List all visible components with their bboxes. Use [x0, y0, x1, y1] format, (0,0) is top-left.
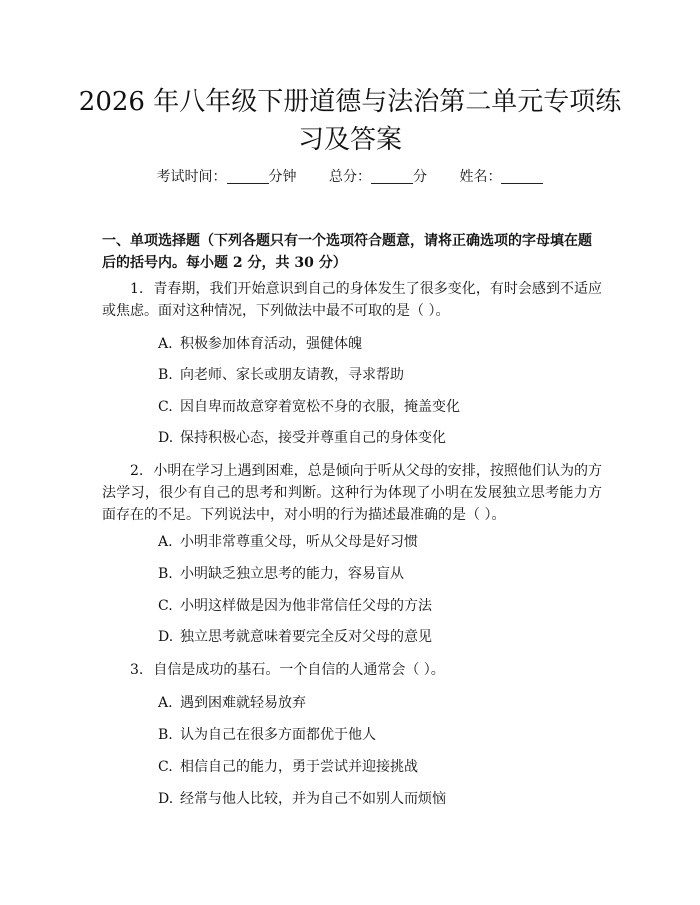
option-2a[interactable]: [158, 532, 598, 552]
question-number: 1.: [130, 281, 144, 297]
time-blank[interactable]: [227, 169, 269, 184]
option-3d[interactable]: [158, 789, 598, 809]
name-blank[interactable]: [501, 169, 543, 184]
option-letter: C.: [158, 759, 173, 775]
question-text: 青春期，我们开始意识到自己的身体发生了很多变化，有时会感到不适应或焦虑。面对这种情况，下列做法中最不可取的是（ ）。: [102, 281, 602, 319]
time-label: 考试时间：: [156, 169, 227, 185]
option-1d[interactable]: [158, 428, 598, 448]
option-letter: D.: [158, 430, 174, 446]
exam-time: [157, 169, 297, 185]
option-letter: B.: [158, 727, 173, 743]
option-letter: B.: [158, 367, 173, 383]
option-3b[interactable]: [158, 725, 598, 745]
option-text: 独立思考就意味着要完全反对父母的意见: [180, 629, 432, 645]
question-number: 3.: [130, 662, 144, 678]
option-text: 小明这样做是因为他非常信任父母的方法: [180, 598, 432, 614]
option-letter: B.: [158, 566, 173, 582]
score-unit: 分: [413, 169, 427, 185]
option-letter: A.: [158, 336, 173, 352]
option-3c[interactable]: [158, 757, 598, 777]
option-letter: A.: [158, 695, 173, 711]
question-text: 小明在学习上遇到困难，总是倾向于听从父母的安排，按照他们认为的方法学习，很少有自己的思考和判断。这种行为体现了小明在发展独立思考能力方面存在的不足。下列说法中，对小明的行为描述最准确的是（ ）。: [102, 463, 602, 523]
option-text: 经常与他人比较，并为自己不如别人而烦恼: [180, 791, 446, 807]
option-text: 保持积极心态，接受并尊重自己的身体变化: [180, 430, 446, 446]
page-title: 2026 年八年级下册道德与法治第二单元专项练习及答案: [78, 87, 622, 155]
option-text: 相信自己的能力，勇于尝试并迎接挑战: [180, 759, 418, 775]
question-2: [102, 460, 602, 526]
name-label: 姓名：: [459, 169, 502, 185]
question-1: [102, 278, 602, 322]
option-text: 积极参加体育活动，强健体魄: [180, 336, 362, 352]
option-text: 小明非常尊重父母，听从父母是好习惯: [180, 534, 418, 550]
option-2b[interactable]: [158, 564, 598, 584]
exam-meta: [0, 167, 700, 187]
option-letter: C.: [158, 399, 173, 415]
option-text: 认为自己在很多方面都优于他人: [180, 727, 376, 743]
exam-name: [459, 169, 543, 185]
option-2d[interactable]: [158, 627, 598, 647]
option-text: 因自卑而故意穿着宽松不身的衣服，掩盖变化: [180, 399, 460, 415]
exam-score: [329, 169, 427, 185]
score-label: 总分：: [329, 169, 371, 185]
option-1a[interactable]: [158, 334, 598, 354]
option-text: 小明缺乏独立思考的能力，容易盲从: [180, 566, 404, 582]
time-unit: 分钟: [268, 169, 297, 185]
score-blank[interactable]: [371, 169, 413, 184]
section-heading: 一、单项选择题（下列各题只有一个选项符合题意，请将正确选项的字母填在题后的括号内。每小题 2 分，共 30 分）: [102, 233, 592, 271]
option-2c[interactable]: [158, 596, 598, 616]
option-letter: D.: [158, 791, 174, 807]
option-letter: C.: [158, 598, 173, 614]
option-text: 遇到困难就轻易放弃: [180, 695, 306, 711]
question-number: 2.: [130, 463, 144, 479]
option-1c[interactable]: [158, 397, 598, 417]
option-letter: D.: [158, 629, 174, 645]
option-letter: A.: [158, 534, 173, 550]
option-1b[interactable]: [158, 365, 598, 385]
option-3a[interactable]: [158, 693, 598, 713]
question-3: [102, 659, 602, 681]
question-text: 自信是成功的基石。一个自信的人通常会（ ）。: [153, 662, 445, 678]
option-text: 向老师、家长或朋友请教，寻求帮助: [180, 367, 404, 383]
